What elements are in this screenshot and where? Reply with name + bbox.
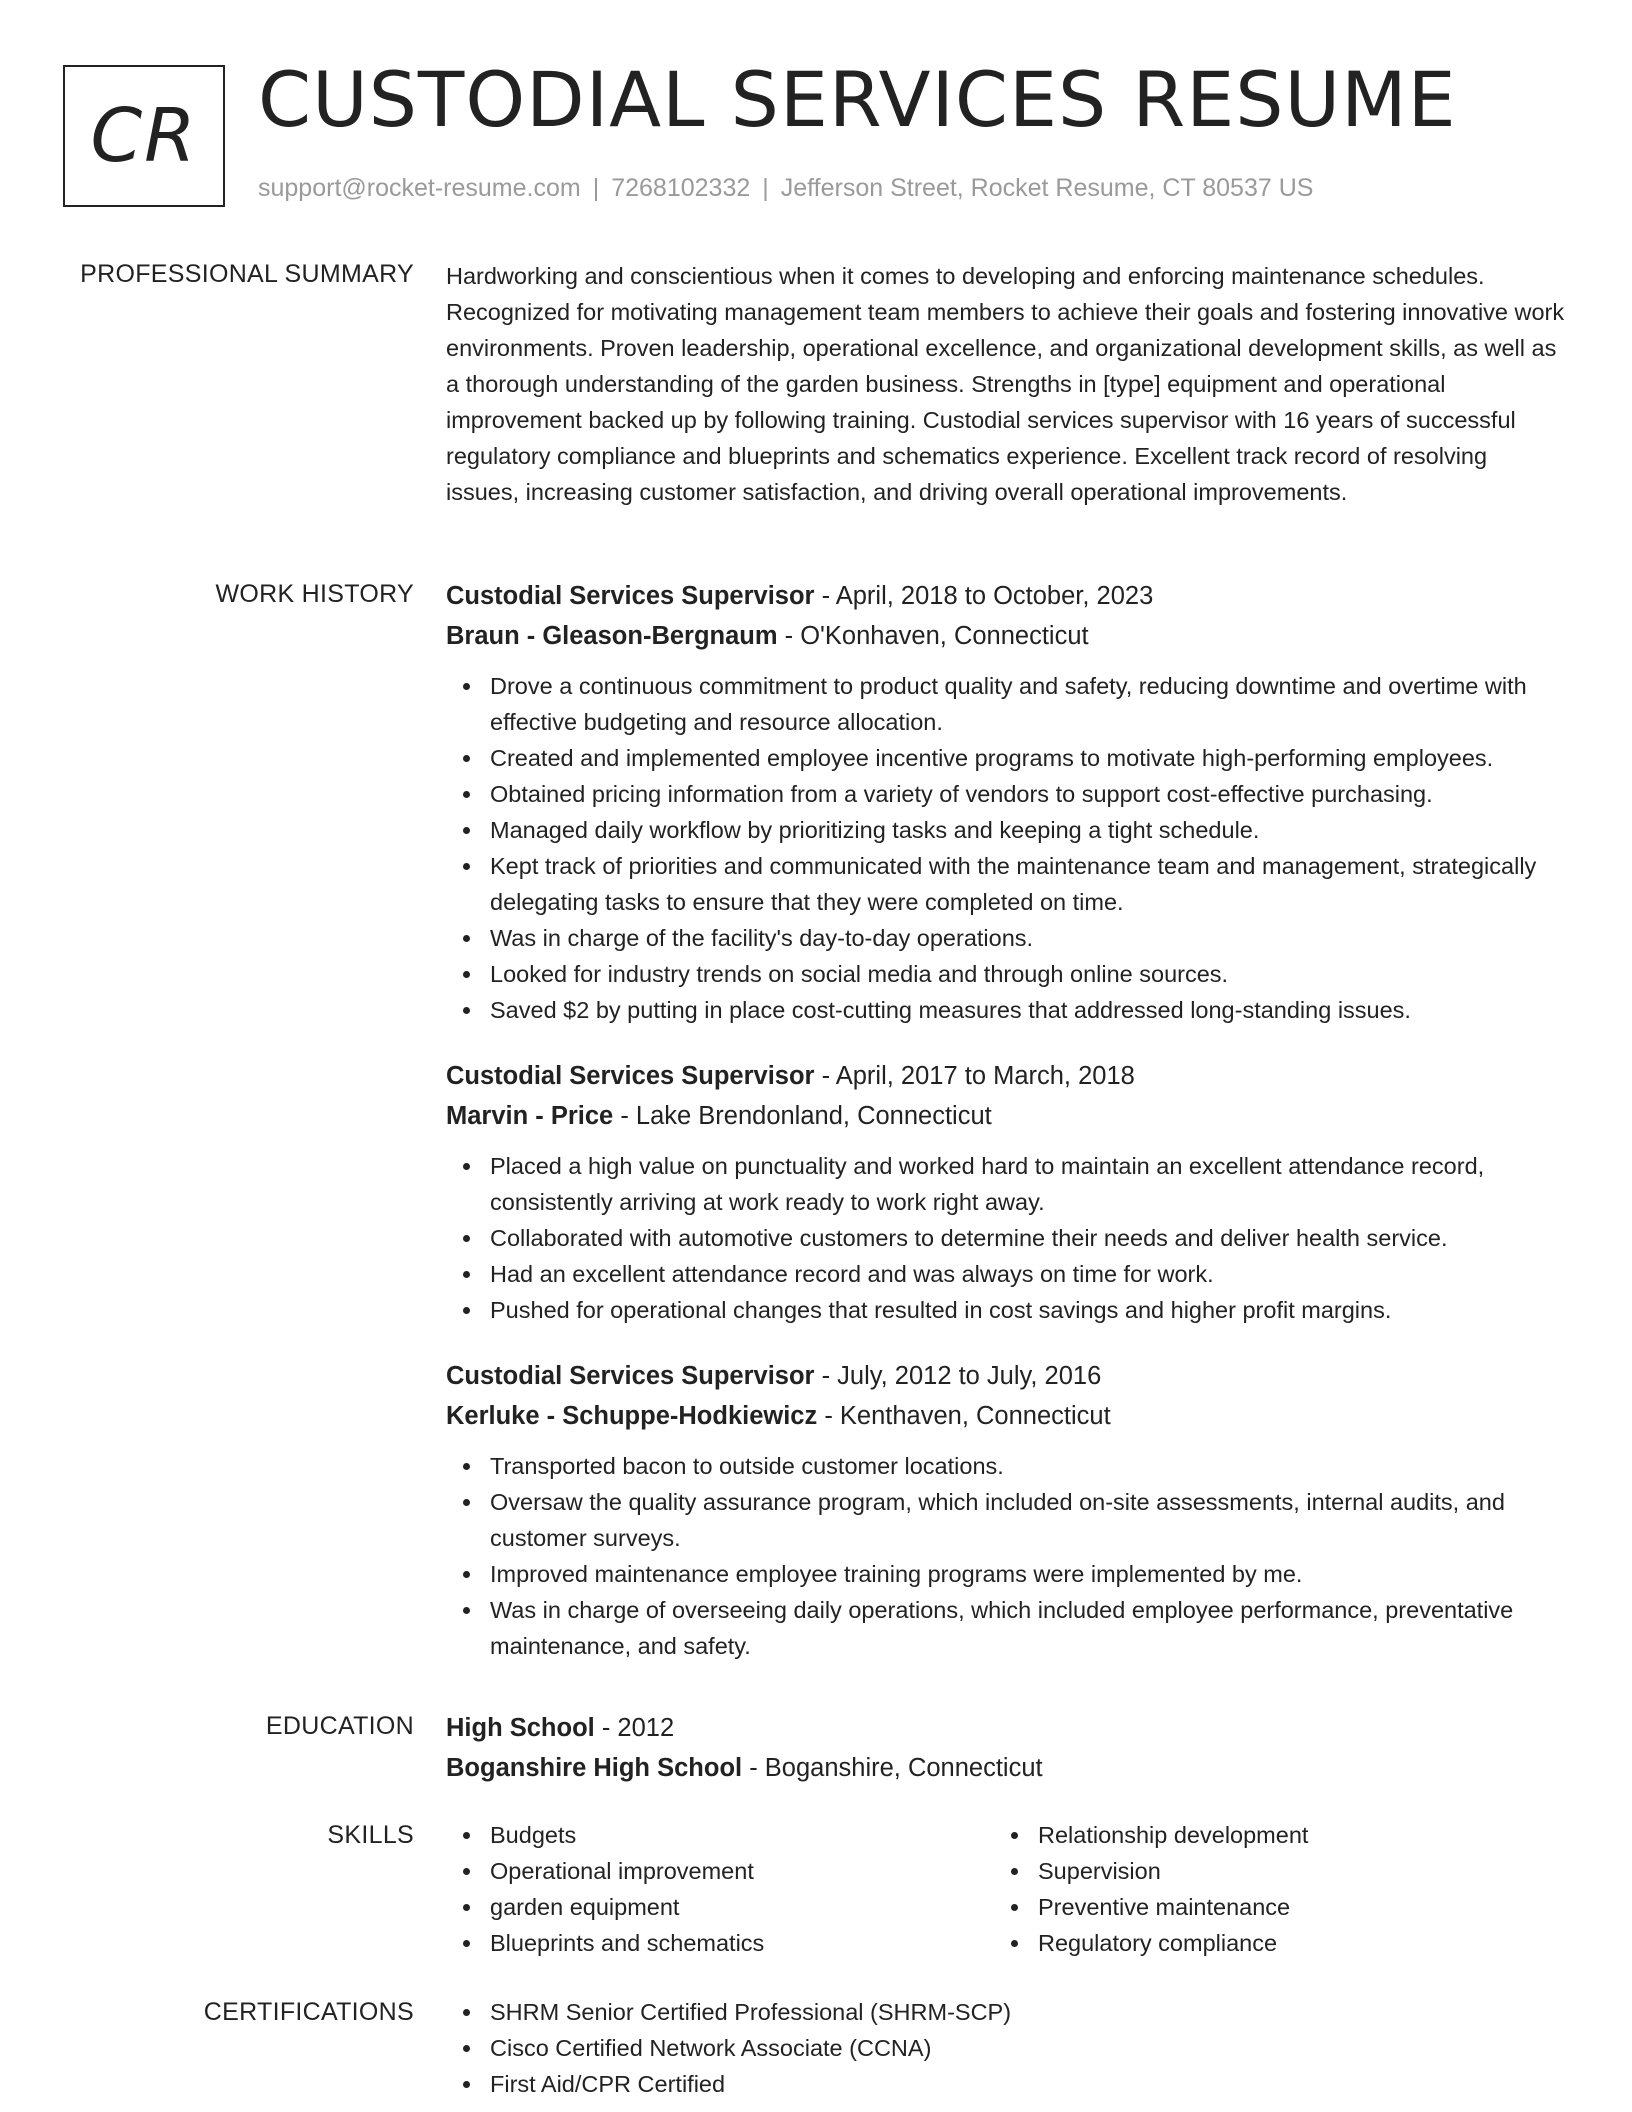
- section-heading-summary: PROFESSIONAL SUMMARY: [80, 260, 414, 288]
- skills-body: [446, 1817, 1566, 1961]
- page-title: CUSTODIAL SERVICES RESUME: [258, 55, 1457, 144]
- job-company: Marvin - Price: [446, 1102, 614, 1130]
- skills-list-right: [994, 1817, 1542, 1961]
- job-location: - O'Konhaven, Connecticut: [777, 622, 1089, 650]
- education-school-line: [446, 1748, 1566, 1788]
- skill-item: Supervision: [1038, 1853, 1542, 1889]
- skills-column-right: [994, 1817, 1542, 1961]
- job-bullet-item: Looked for industry trends on social media and through online sources.: [490, 956, 1566, 992]
- skills-list-left: [446, 1817, 994, 1961]
- job-company-line: [446, 1096, 1566, 1136]
- skills-column-left: [446, 1817, 994, 1961]
- job-bullet-item: Was in charge of the facility's day-to-day operations.: [490, 920, 1566, 956]
- education-school: Boganshire High School: [446, 1754, 743, 1782]
- skill-item: garden equipment: [490, 1889, 994, 1925]
- certification-item: SHRM Senior Certified Professional (SHRM-SCP): [490, 1994, 1566, 2030]
- contact-separator: |: [762, 174, 769, 202]
- certification-item: First Aid/CPR Certified: [490, 2066, 1566, 2102]
- education-year: - 2012: [594, 1714, 675, 1742]
- education-degree-line: [446, 1708, 1566, 1748]
- job-title: Custodial Services Supervisor: [446, 1362, 815, 1390]
- education-location: - Boganshire, Connecticut: [742, 1754, 1043, 1782]
- job-bullet-item: Drove a continuous commitment to product quality and safety, reducing downtime and overtime with effective budgeting and resource allocation.: [490, 668, 1566, 740]
- contact-phone[interactable]: 7268102332: [611, 174, 751, 202]
- section-heading-education: EDUCATION: [265, 1712, 414, 1740]
- certification-item: Cisco Certified Network Associate (CCNA): [490, 2030, 1566, 2066]
- contact-line: [258, 174, 1313, 203]
- skill-item: Blueprints and schematics: [490, 1925, 994, 1961]
- job-location: - Lake Brendonland, Connecticut: [613, 1102, 992, 1130]
- job-entry: [446, 576, 1566, 1028]
- summary-body: [446, 258, 1566, 510]
- certifications-body: [446, 1994, 1566, 2102]
- skill-item: Relationship development: [1038, 1817, 1542, 1853]
- job-dates: - April, 2018 to October, 2023: [814, 582, 1154, 610]
- job-location: - Kenthaven, Connecticut: [817, 1402, 1111, 1430]
- job-bullet-item: Placed a high value on punctuality and worked hard to maintain an excellent attendance record, consistently arriving at work ready to work right away.: [490, 1148, 1566, 1220]
- monogram-initials: CR: [90, 93, 198, 179]
- contact-address: Jefferson Street, Rocket Resume, CT 80537 US: [780, 174, 1314, 202]
- job-bullet-item: Saved $2 by putting in place cost-cutting measures that addressed long-standing issues.: [490, 992, 1566, 1028]
- skill-item: Regulatory compliance: [1038, 1925, 1542, 1961]
- work-history-body: [446, 576, 1566, 1692]
- summary-text: Hardworking and conscientious when it comes to developing and enforcing maintenance schedules. Recognized for motivating management team members to achieve their goals and fostering innovative work environments. Proven leadership, operational excellence, and organizational development skills, as well as a thorough understanding of the garden business. Strengths in [type] equipment and operational improvement backed up by following training. Custodial services supervisor with 16 years of successful regulatory compliance and blueprints and schematics experience. Excellent track record of resolving issues, increasing customer satisfaction, and driving overall operational improvements.: [446, 263, 1565, 505]
- contact-email[interactable]: support@rocket-resume.com: [258, 174, 581, 202]
- job-bullet-item: Collaborated with automotive customers to determine their needs and deliver health service.: [490, 1220, 1566, 1256]
- job-company: Braun - Gleason-Bergnaum: [446, 622, 778, 650]
- job-bullet-item: Transported bacon to outside customer locations.: [490, 1448, 1566, 1484]
- job-bullets: [446, 1148, 1566, 1328]
- contact-separator: |: [592, 174, 600, 202]
- section-heading-skills: SKILLS: [327, 1821, 414, 1849]
- education-body: [446, 1708, 1566, 1788]
- job-bullets: [446, 1448, 1566, 1664]
- job-bullet-item: Created and implemented employee incentive programs to motivate high-performing employees.: [490, 740, 1566, 776]
- job-title-line: [446, 1356, 1566, 1396]
- job-entry: [446, 1056, 1566, 1328]
- job-bullet-item: Had an excellent attendance record and was always on time for work.: [490, 1256, 1566, 1292]
- job-bullet-item: Pushed for operational changes that resulted in cost savings and higher profit margins.: [490, 1292, 1566, 1328]
- monogram-box: [63, 65, 225, 207]
- job-bullet-item: Kept track of priorities and communicated with the maintenance team and management, strategically delegating tasks to ensure that they were completed on time.: [490, 848, 1566, 920]
- skill-item: Preventive maintenance: [1038, 1889, 1542, 1925]
- job-bullet-item: Was in charge of overseeing daily operations, which included employee performance, preventative maintenance, and safety.: [490, 1592, 1566, 1664]
- job-title-line: [446, 576, 1566, 616]
- job-company-line: [446, 616, 1566, 656]
- certifications-list: [446, 1994, 1566, 2102]
- job-dates: - April, 2017 to March, 2018: [814, 1062, 1135, 1090]
- skill-item: Operational improvement: [490, 1853, 994, 1889]
- section-heading-certifications: CERTIFICATIONS: [203, 1998, 414, 2026]
- job-title: Custodial Services Supervisor: [446, 1062, 815, 1090]
- job-dates: - July, 2012 to July, 2016: [814, 1362, 1102, 1390]
- job-bullet-item: Oversaw the quality assurance program, which included on-site assessments, internal audits, and customer surveys.: [490, 1484, 1566, 1556]
- job-entry: [446, 1356, 1566, 1664]
- skill-item: Budgets: [490, 1817, 994, 1853]
- education-degree: High School: [446, 1714, 595, 1742]
- skills-grid: [446, 1817, 1566, 1961]
- job-company-line: [446, 1396, 1566, 1436]
- job-bullet-item: Obtained pricing information from a variety of vendors to support cost-effective purchasing.: [490, 776, 1566, 812]
- job-title: Custodial Services Supervisor: [446, 582, 815, 610]
- job-bullets: [446, 668, 1566, 1028]
- job-company: Kerluke - Schuppe-Hodkiewicz: [446, 1402, 818, 1430]
- job-bullet-item: Managed daily workflow by prioritizing tasks and keeping a tight schedule.: [490, 812, 1566, 848]
- job-title-line: [446, 1056, 1566, 1096]
- section-heading-work-history: WORK HISTORY: [215, 580, 414, 608]
- job-bullet-item: Improved maintenance employee training programs were implemented by me.: [490, 1556, 1566, 1592]
